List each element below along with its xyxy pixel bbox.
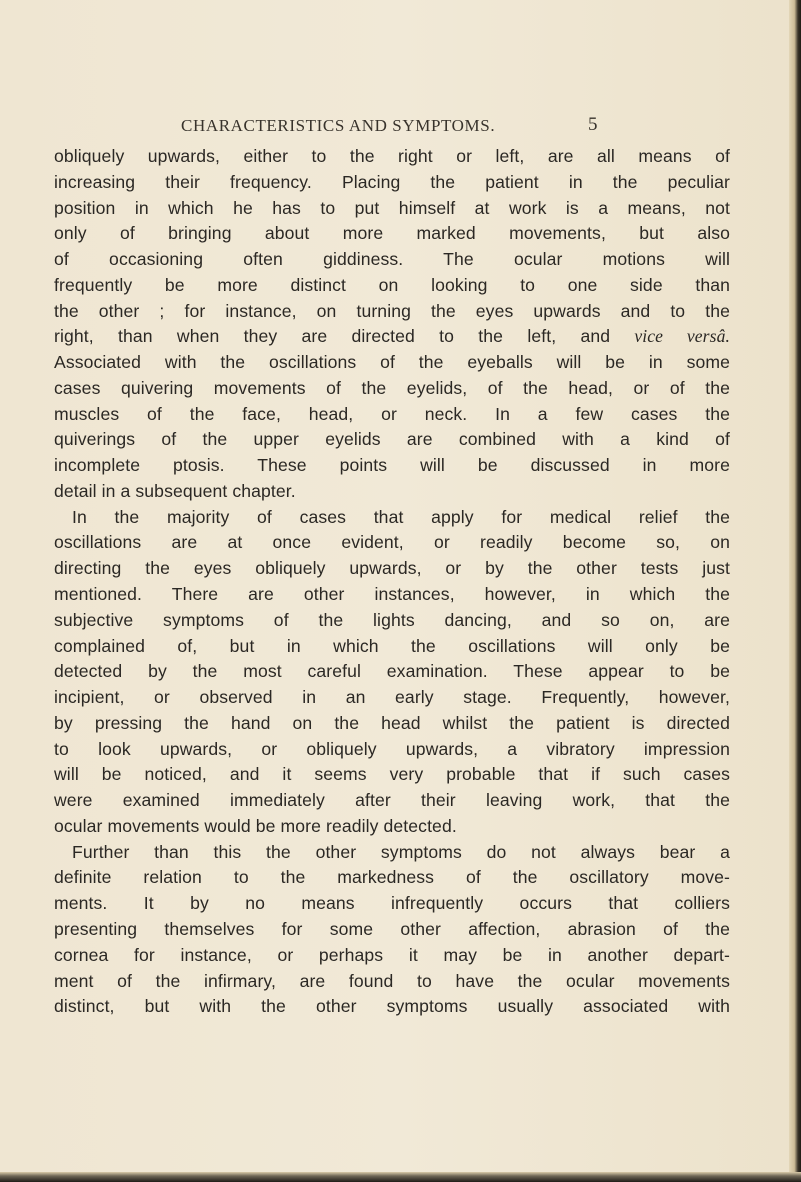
paragraph-start-line: In the majority of cases that apply for medical relief the [72, 506, 730, 527]
page-edge-shadow-right [789, 0, 801, 1182]
text-line: increasing their frequency. Placing the patient in the peculiar [54, 171, 730, 192]
text-line: complained of, but in which the oscillations will only be [54, 635, 730, 656]
text-line: ocular movements would be more readily detected. [54, 815, 457, 836]
text-line: muscles of the face, head, or neck. In a few cases the [54, 403, 730, 424]
text-line: of occasioning often giddiness. The ocular motions will [54, 249, 730, 270]
text-line: mentioned. There are other instances, however, in which the [54, 584, 730, 605]
page-edge-shadow-bottom [0, 1172, 801, 1182]
text-line: cornea for instance, or perhaps it may be in another depart- [54, 944, 730, 965]
italic-phrase: vice versâ. [634, 326, 730, 347]
page-number: 5 [588, 114, 598, 135]
text-line: incipient, or observed in an early stage. Frequently, however, [54, 687, 730, 708]
paragraph-start-line: Further than this the other symptoms do not always bear a [72, 841, 730, 862]
text-line: by pressing the hand on the head whilst the patient is directed [54, 712, 730, 733]
text-line: frequently be more distinct on looking to one side than [54, 274, 730, 295]
text-line-main: right, than when they are directed to the left, and [54, 326, 611, 347]
text-line: to look upwards, or obliquely upwards, a vibratory impression [54, 738, 730, 759]
text-line: were examined immediately after their leaving work, that the [54, 790, 730, 811]
text-line: detected by the most careful examination. These appear to be [54, 661, 730, 682]
text-line: definite relation to the markedness of the oscillatory move- [54, 867, 730, 888]
text-line: the other ; for instance, on turning the eyes upwards and to the [54, 300, 730, 321]
text-line: quiverings of the upper eyelids are combined with a kind of [54, 429, 730, 450]
text-line: cases quivering movements of the eyelids, of the head, or of the [54, 377, 730, 398]
text-line: ments. It by no means infrequently occurs that colliers [54, 893, 730, 914]
text-line: oscillations are at once evident, or readily become so, on [54, 532, 730, 553]
text-line: will be noticed, and it seems very probable that if such cases [54, 764, 730, 785]
text-line-with-italic [54, 324, 730, 350]
text-line: position in which he has to put himself at work is a means, not [54, 197, 730, 218]
text-line: presenting themselves for some other affection, abrasion of the [54, 918, 730, 939]
text-line: subjective symptoms of the lights dancing, and so on, are [54, 609, 730, 630]
text-line: distinct, but with the other symptoms usually associated with [54, 996, 730, 1017]
running-head: CHARACTERISTICS AND SYMPTOMS. [181, 116, 496, 135]
text-line: Associated with the oscillations of the eyeballs will be in some [54, 352, 730, 373]
text-line: incomplete ptosis. These points will be discussed in more [54, 455, 730, 476]
text-line: directing the eyes obliquely upwards, or by the other tests just [54, 558, 730, 579]
text-line: detail in a subsequent chapter. [54, 480, 296, 501]
text-line: ment of the infirmary, are found to have the ocular movements [54, 970, 730, 991]
text-line: obliquely upwards, either to the right or left, are all means of [54, 146, 730, 166]
text-line: only of bringing about more marked movements, but also [54, 223, 730, 244]
body-text [54, 144, 730, 1020]
